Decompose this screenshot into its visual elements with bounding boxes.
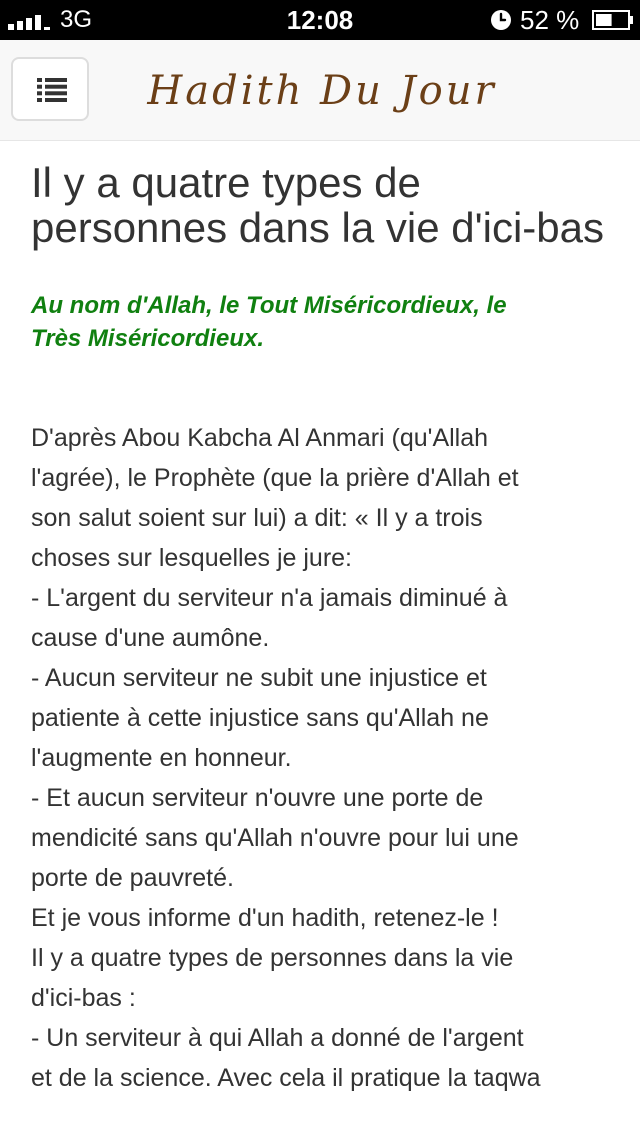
body-line: et de la science. Avec cela il pratique la taqwa [31, 1064, 541, 1092]
body-line: - Un serviteur à qui Allah a donné de l'argent [31, 1024, 524, 1052]
article [31, 160, 611, 1098]
body-line: - Et aucun serviteur n'ouvre une porte de [31, 784, 484, 812]
battery-level-fill [596, 14, 612, 26]
body-line: patiente à cette injustice sans qu'Allah ne [31, 704, 489, 732]
battery-percent: 52 % [520, 5, 580, 35]
menu-button[interactable] [11, 57, 89, 121]
logo-text: Hadith Du Jour [147, 68, 497, 114]
status-bar [0, 0, 640, 40]
body-line: l'agrée), le Prophète (que la prière d'Allah et [31, 464, 519, 492]
intro-line: Très Miséricordieux. [31, 325, 264, 352]
site-logo[interactable] [136, 54, 508, 126]
body-line: mendicité sans qu'Allah n'ouvre pour lui une [31, 824, 519, 852]
status-time: 12:08 [286, 5, 354, 35]
body-line: Et je vous informe d'un hadith, retenez-le ! [31, 904, 499, 932]
alarm-clock-icon [490, 9, 512, 31]
page-title: Il y a quatre types de personnes dans la vie d'ici-bas [31, 159, 605, 251]
body-line: D'après Abou Kabcha Al Anmari (qu'Allah [31, 424, 489, 452]
carrier-label: 3G [60, 6, 93, 33]
battery-icon [592, 10, 634, 30]
body-line: son salut soient sur lui) a dit: « Il y a trois [31, 504, 483, 532]
body-line: l'augmente en honneur. [31, 744, 292, 772]
body-line: choses sur lesquelles je jure: [31, 544, 352, 572]
body-line: porte de pauvreté. [31, 864, 234, 892]
body-line: - Aucun serviteur ne subit une injustice et [31, 664, 487, 692]
body-line: d'ici-bas : [31, 984, 136, 1012]
intro-line: Au nom d'Allah, le Tout Miséricordieux, le [31, 292, 507, 319]
hadith-body [31, 418, 611, 1098]
body-line: cause d'une aumône. [31, 624, 270, 652]
intro-text [31, 289, 611, 355]
body-line: - L'argent du serviteur n'a jamais diminué à [31, 584, 508, 612]
list-menu-icon [37, 78, 67, 102]
app-header [0, 40, 640, 141]
body-line: Il y a quatre types de personnes dans la vie [31, 944, 514, 972]
